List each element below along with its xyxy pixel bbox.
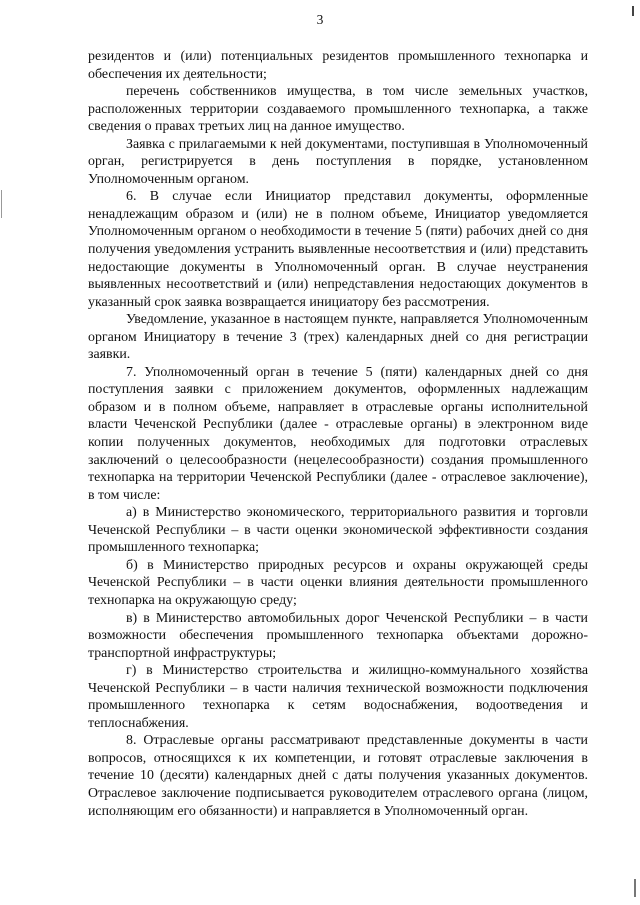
paragraph-residents-continuation: резидентов и (или) потенциальных резидентов промышленного технопарка и обеспечения их деятельности;: [88, 49, 588, 82]
paragraph-item-6: 6. В случае если Инициатор представил документы, оформленные ненадлежащим образом и (или) не в полном объеме, Инициатор уведомляется Уполномоченным органом о необходимости в течение 5 (пяти) рабочих дней со дня получения уведомления устранить выявленные несоответствия и (или) представить недостающие документы в Уполномоченный орган. В случае неустранения выявленных несоответствий и (или) непредставления недостающих документов в указанный срок заявка возвращается инициатору без рассмотрения.: [88, 189, 588, 310]
paragraph-application-registration: Заявка с прилагаемыми к ней документами, поступившая в Уполномоченный орган, регистрируется в день поступления в порядке, установленном Уполномоченным органом.: [88, 136, 588, 187]
document-body: [88, 48, 588, 820]
page-number: 3: [316, 12, 324, 27]
paragraph-item-7: 7. Уполномоченный орган в течение 5 (пяти) календарных дней со дня поступления заявки с приложением документов, оформленных надлежащим образом и в полном объеме, направляет в отраслевые органы исполнительной власти Чеченской Республики (далее - отраслевые органы) в электронном виде копии полученных документов, необходимых для подготовки отраслевых заключений о целесообразности (нецелесообразности) создания промышленного технопарка на территории Чеченской Республики (далее - отраслевое заключение), в том числе:: [88, 364, 588, 503]
scan-edge-mark-bottom: [634, 879, 636, 897]
paragraph-item-8: 8. Отраслевые органы рассматривают представленные документы в части вопросов, относящихся к их компетенции, и готовят отраслевые заключения в течение 10 (десяти) календарных дней с даты получения указанных документов. Отраслевое заключение подписывается руководителем отраслевого органа (лицом, исполняющим его обязанности) и направляется в Уполномоченный орган.: [88, 733, 588, 819]
list-item-v: в) в Министерство автомобильных дорог Чеченской Республики – в части возможности обеспечения промышленного технопарка объектами дорожно-транспортной инфраструктуры;: [88, 610, 588, 661]
list-item-g: г) в Министерство строительства и жилищно-коммунального хозяйства Чеченской Республики – в части наличия технической возможности подключения промышленного технопарка к сетям водоснабжения, водоотведения и теплоснабжения.: [88, 663, 588, 731]
paragraph-property-owners-list: перечень собственников имущества, в том числе земельных участков, расположенных территории создаваемого промышленного технопарка, а также сведения о правах третьих лиц на данное имущество.: [88, 84, 588, 135]
scan-edge-mark-left: [1, 190, 2, 218]
paragraph-notification: Уведомление, указанное в настоящем пункте, направляется Уполномоченным органом Инициатору в течение 3 (трех) календарных дней со дня регистрации заявки.: [88, 312, 588, 363]
list-item-a: а) в Министерство экономического, территориального развития и торговли Чеченской Республики – в части оценки экономической эффективности создания промышленного технопарка;: [88, 505, 588, 556]
scan-edge-mark-top: [632, 6, 634, 16]
list-item-b: б) в Министерство природных ресурсов и охраны окружающей среды Чеченской Республики – в части оценки влияния деятельности промышленного технопарка на окружающую среду;: [88, 557, 588, 608]
